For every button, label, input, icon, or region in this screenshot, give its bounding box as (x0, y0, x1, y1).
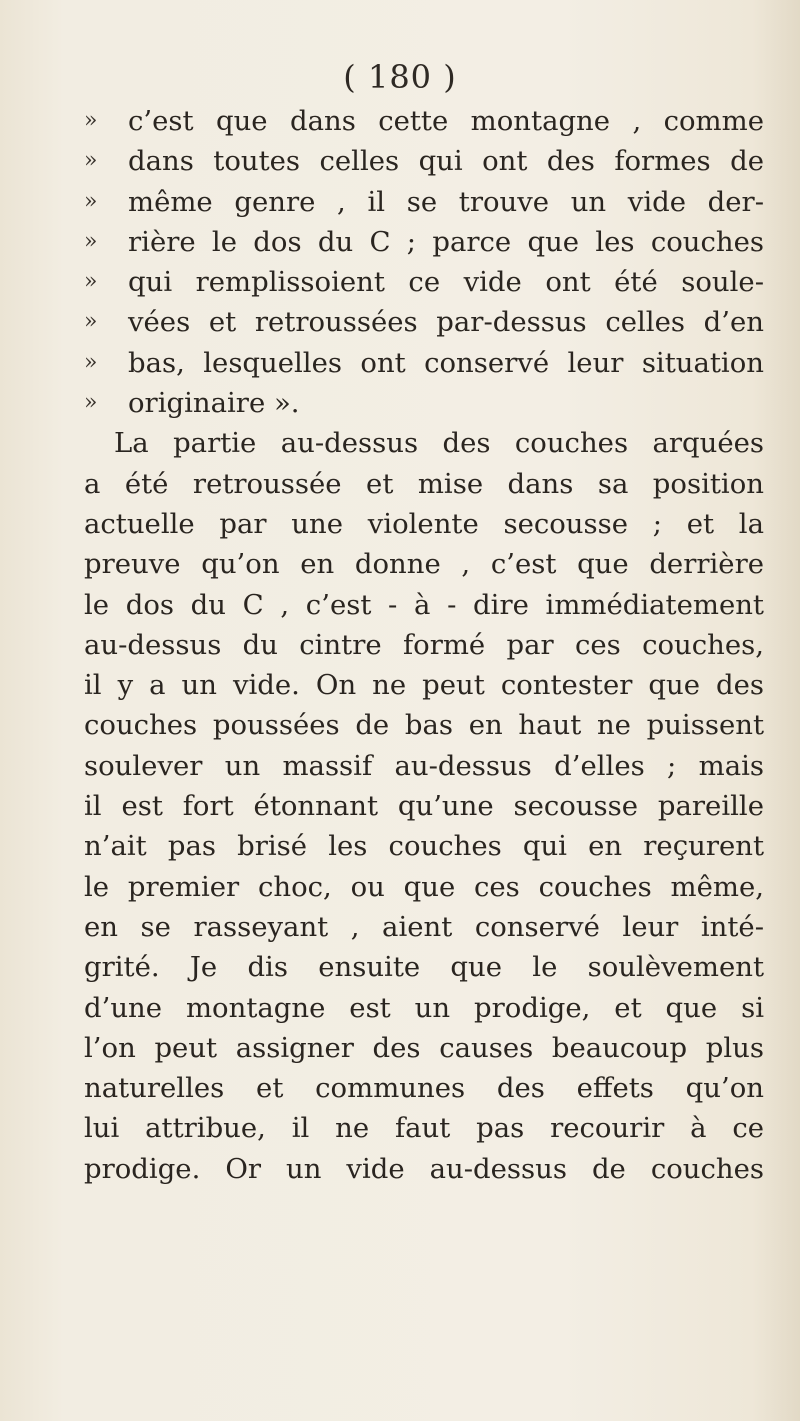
text-line (84, 625, 764, 665)
quote-mark: » (84, 188, 98, 214)
text-line (84, 544, 764, 584)
line-text: l’on peut assigner des causes beaucoup plus (84, 1031, 764, 1064)
line-text: preuve qu’on en donne , c’est que derrière (84, 548, 764, 581)
text-line (84, 1149, 764, 1189)
text-line (84, 302, 764, 342)
line-text: grité. Je dis ensuite que le soulèvement (84, 951, 764, 984)
line-text: a été retroussée et mise dans sa position (84, 467, 764, 500)
line-text: même genre , il se trouve un vide der- (128, 185, 764, 218)
text-line (84, 222, 764, 262)
text-line (84, 423, 764, 463)
text-line (84, 786, 764, 826)
text-line (84, 988, 764, 1028)
line-text: dans toutes celles qui ont des formes de (128, 145, 764, 178)
line-text: c’est que dans cette montagne , comme (128, 105, 764, 137)
text-line (84, 947, 764, 987)
line-text: en se rasseyant , aient conservé leur inté- (84, 910, 764, 943)
line-text: lui attribue, il ne faut pas recourir à ce (84, 1112, 764, 1145)
line-text: actuelle par une violente secousse ; et la (84, 507, 764, 540)
text-line (84, 746, 764, 786)
line-text: qui remplissoient ce vide ont été soule- (128, 266, 764, 299)
line-text: au-dessus du cintre formé par ces couches, (84, 628, 764, 661)
line-text: couches poussées de bas en haut ne puissent (84, 709, 764, 742)
text-line (84, 383, 764, 423)
quote-mark: » (84, 148, 98, 174)
text-line (84, 826, 764, 866)
line-text: d’une montagne est un prodige, et que si (84, 991, 764, 1024)
body-text (84, 101, 764, 1189)
quote-mark: » (84, 108, 98, 133)
quote-mark: » (84, 269, 98, 295)
quote-mark: » (84, 309, 98, 335)
text-line (84, 182, 764, 222)
text-line (84, 1108, 764, 1148)
line-text: naturelles et communes des effets qu’on (84, 1072, 764, 1105)
line-text: n’ait pas brisé les couches qui en reçurent (84, 830, 764, 863)
line-text: le premier choc, ou que ces couches même, (84, 870, 764, 903)
page-number: ( 180 ) (343, 58, 457, 96)
line-text: il est fort étonnant qu’une secousse pareille (84, 790, 764, 823)
line-text: le dos du C , c’est - à - dire immédiatement (84, 588, 764, 621)
text-line (84, 343, 764, 383)
text-line (84, 464, 764, 504)
line-text: bas, lesquelles ont conservé leur situation (128, 346, 764, 379)
quote-mark: » (84, 349, 98, 375)
text-line (84, 1028, 764, 1068)
text-line (84, 907, 764, 947)
text-line (84, 665, 764, 705)
text-line (84, 867, 764, 907)
quote-mark: » (84, 390, 98, 416)
text-line (84, 262, 764, 302)
text-line (84, 585, 764, 625)
text-line (84, 101, 764, 141)
text-line (84, 705, 764, 745)
line-text: vées et retroussées par-dessus celles d’en (128, 306, 764, 339)
line-text: rière le dos du C ; parce que les couches (128, 225, 764, 258)
line-text: soulever un massif au-dessus d’elles ; mais (84, 749, 764, 782)
quote-mark: » (84, 228, 98, 254)
line-text: originaire ». (128, 387, 300, 420)
text-line (84, 504, 764, 544)
line-text: La partie au-dessus des couches arquées (114, 427, 764, 460)
line-text: prodige. Or un vide au-dessus de couches (84, 1152, 764, 1185)
line-text: il y a un vide. On ne peut contester que des (84, 669, 764, 702)
text-line (84, 141, 764, 181)
text-line (84, 1068, 764, 1108)
